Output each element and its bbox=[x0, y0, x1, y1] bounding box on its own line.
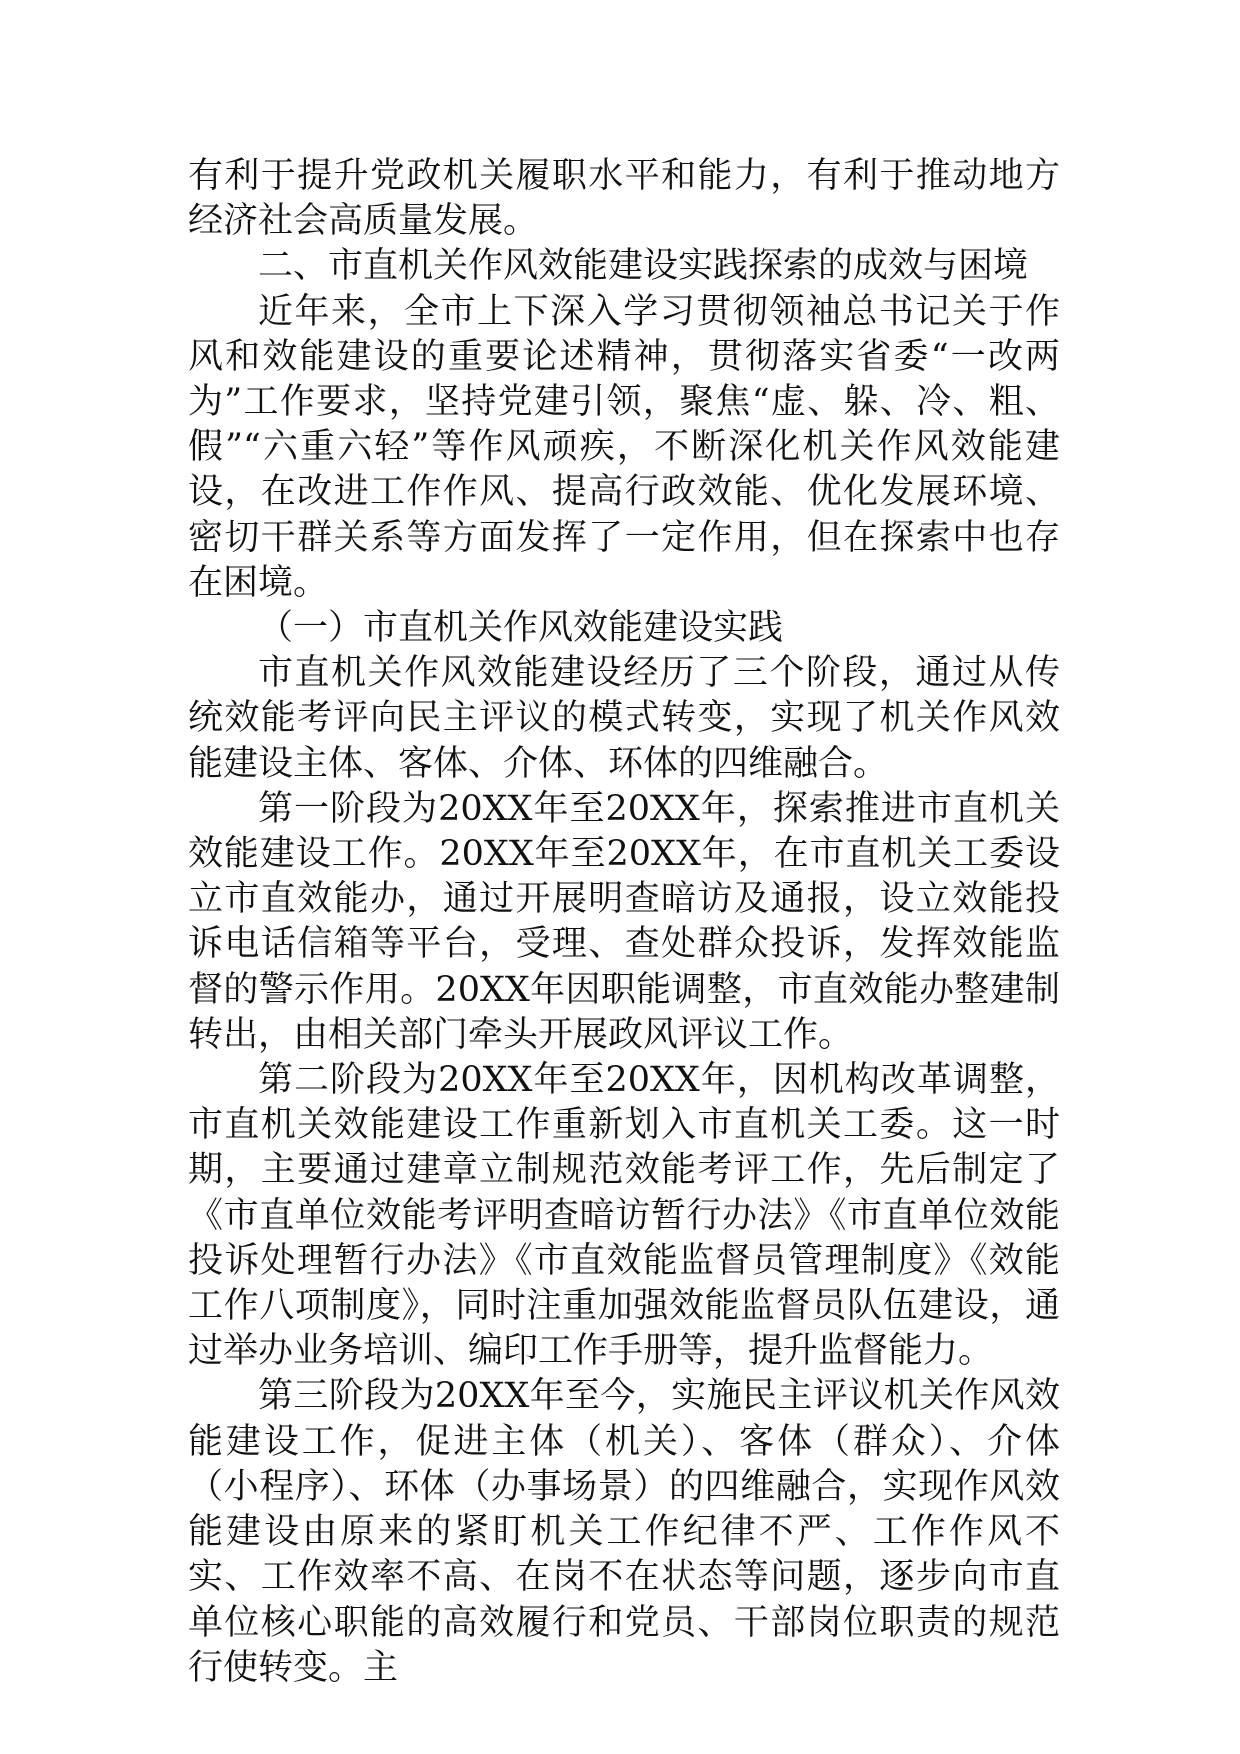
section-heading: 二、市直机关作风效能建设实践探索的成效与困境 bbox=[258, 246, 1029, 287]
paragraph-continuation: 有利于提升党政机关履职水平和能力，有利于推动地方经济社会高质量发展。 bbox=[188, 156, 1060, 242]
paragraph-stage-two: 第二阶段为20XX年至20XX年，因机构改革调整，市直机关效能建设工作重新划入市直机关工委。这一时期，主要通过建章立制规范效能考评工作，先后制定了《市直单位效能考评明查暗访暂行办法》《市直单位效能投诉处理暂行办法》《市直效能监督员管理制度》《效能工作八项制度》，同时注重加强效能监督员队伍建设，通过举办业务培训、编印工作手册等，提升监督能力。 bbox=[188, 1060, 1060, 1372]
paragraph-intro: 近年来，全市上下深入学习贯彻领袖总书记关于作风和效能建设的重要论述精神，贯彻落实省委“一改两为”工作要求，坚持党建引领，聚焦“虚、躲、冷、粗、假”“六重六轻”等作风顽疾，不断深化机关作风效能建设，在改进工作作风、提高行政效能、优化发展环境、密切干群关系等方面发挥了一定作用，但在探索中也存在困境。 bbox=[188, 291, 1060, 603]
paragraph-overview: 市直机关作风效能建设经历了三个阶段，通过从传统效能考评向民主评议的模式转变，实现了机关作风效能建设主体、客体、介体、环体的四维融合。 bbox=[188, 653, 1060, 784]
paragraph-stage-three: 第三阶段为20XX年至今，实施民主评议机关作风效能建设工作，促进主体（机关）、客体（群众）、介体（小程序）、环体（办事场景）的四维融合，实现作风效能建设由原来的紧盯机关工作纪律不严、工作作风不实、工作效率不高、在岗不在状态等问题，逐步向市直单位核心职能的高效履行和党员、干部岗位职责的规范行使转变。主 bbox=[188, 1376, 1060, 1688]
paragraph-stage-one: 第一阶段为20XX年至20XX年，探索推进市直机关效能建设工作。20XX年至20XX年，在市直机关工委设立市直效能办，通过开展明查暗访及通报，设立效能投诉电话信箱等平台，受理、查处群众投诉，发挥效能监督的警示作用。20XX年因职能调整，市直效能办整建制转出，由相关部门牵头开展政风评议工作。 bbox=[188, 788, 1060, 1055]
document-body bbox=[188, 154, 1060, 1691]
subsection-heading: （一）市直机关作风效能建设实践 bbox=[258, 608, 784, 649]
